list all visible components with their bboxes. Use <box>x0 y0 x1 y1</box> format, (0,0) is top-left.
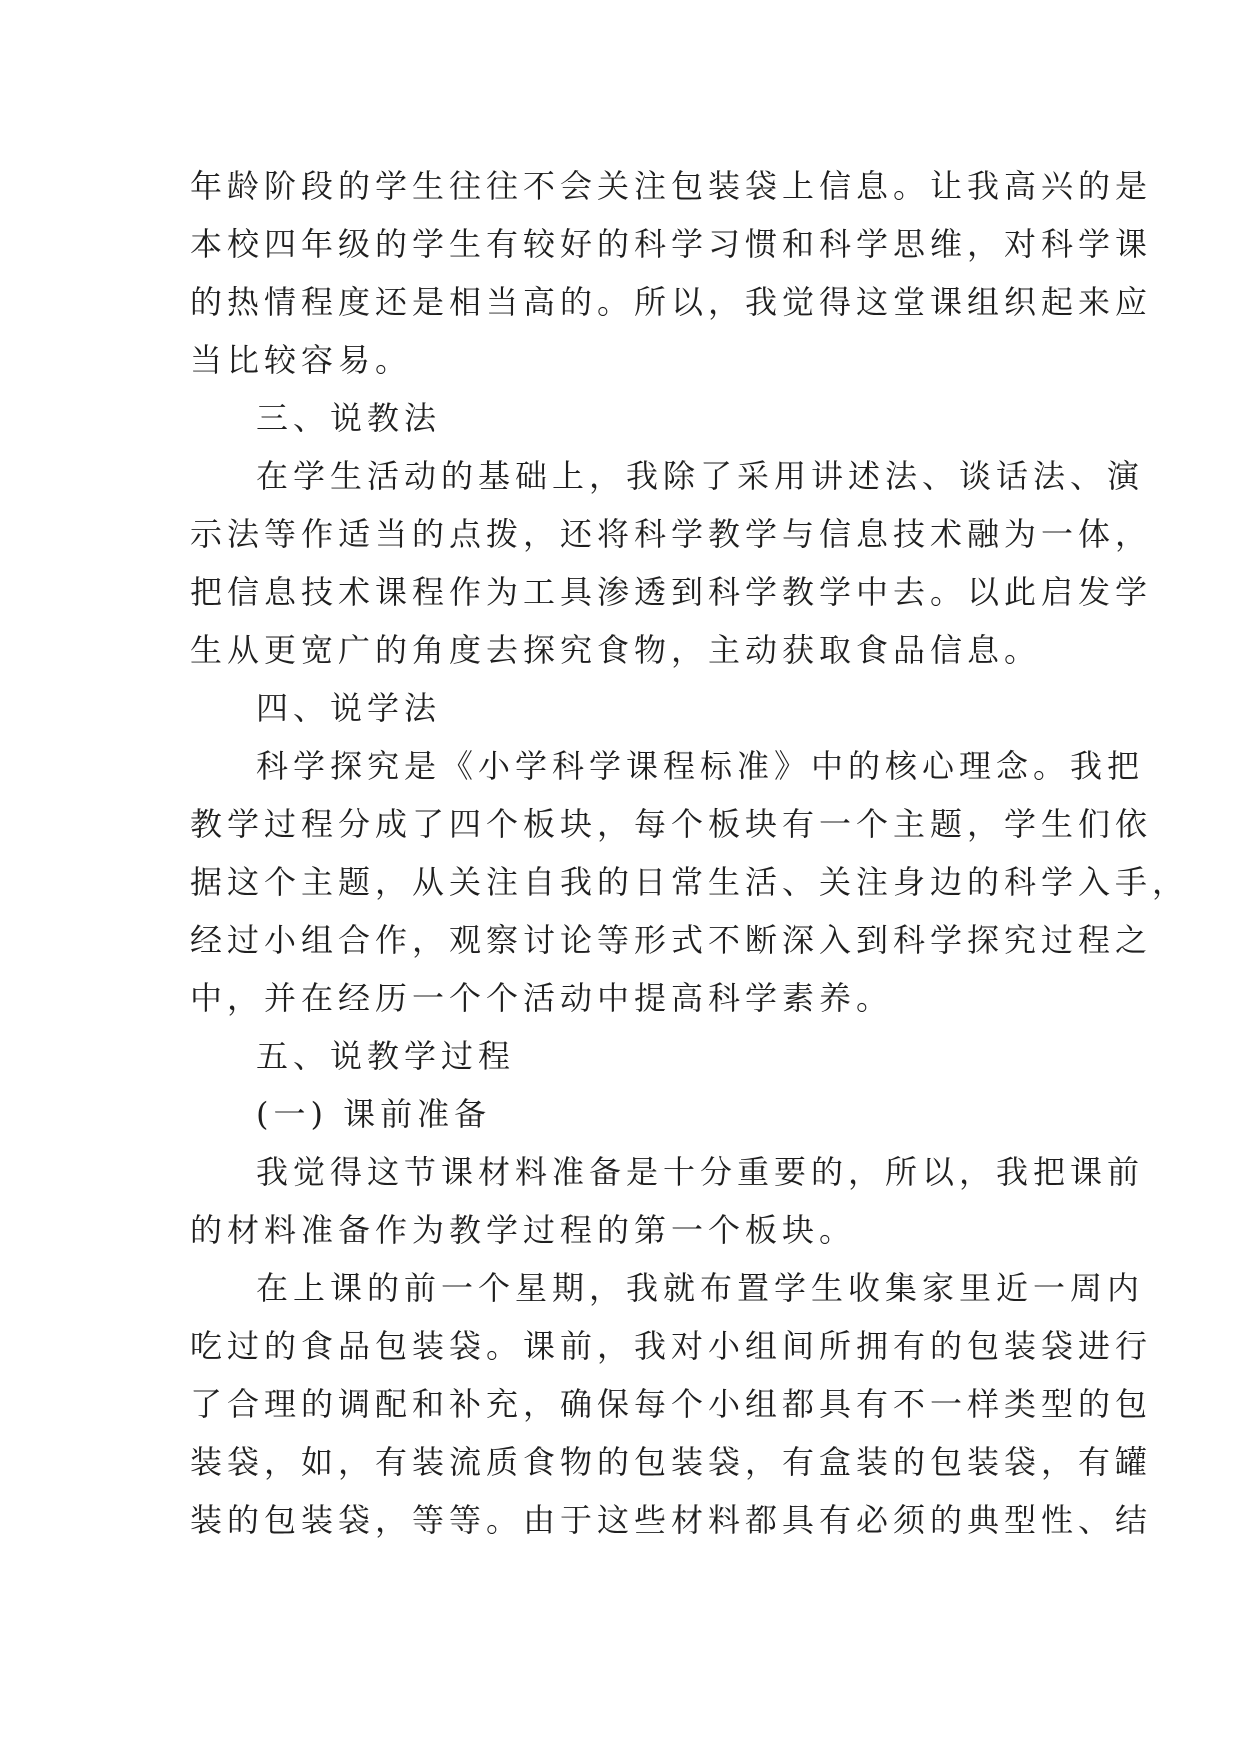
paragraph-line: 装的包装袋，等等。由于这些材料都具有必须的典型性、结 <box>190 1501 1153 1539</box>
paragraph-line: 本校四年级的学生有较好的科学习惯和科学思维，对科学课 <box>190 225 1153 263</box>
paragraph-line: 示法等作适当的点拨，还将科学教学与信息技术融为一体， <box>190 515 1153 553</box>
body-text <box>190 157 1190 1549</box>
paragraph-line: 把信息技术课程作为工具渗透到科学教学中去。以此启发学 <box>190 573 1153 611</box>
paragraph-line: 在学生活动的基础上，我除了采用讲述法、谈话法、演 <box>256 457 1145 495</box>
subsection-heading: (一) 课前准备 <box>256 1095 492 1133</box>
paragraph-line: 的热情程度还是相当高的。所以，我觉得这堂课组织起来应 <box>190 283 1153 321</box>
paragraph-line: 装袋，如，有装流质食物的包装袋，有盒装的包装袋，有罐 <box>190 1443 1153 1481</box>
paragraph-line: 科学探究是《小学科学课程标准》中的核心理念。我把 <box>256 747 1145 785</box>
paragraph-line: 经过小组合作，观察讨论等形式不断深入到科学探究过程之 <box>190 921 1153 959</box>
paragraph-line: 在上课的前一个星期，我就布置学生收集家里近一周内 <box>256 1269 1145 1307</box>
section-heading: 四、说学法 <box>256 689 442 727</box>
paragraph-line: 据这个主题，从关注自我的日常生活、关注身边的科学入手， <box>190 863 1190 901</box>
paragraph-line: 生从更宽广的角度去探究食物，主动获取食品信息。 <box>190 631 1042 669</box>
paragraph-line: 了合理的调配和补充，确保每个小组都具有不一样类型的包 <box>190 1385 1153 1423</box>
paragraph-line: 中，并在经历一个个活动中提高科学素养。 <box>190 979 894 1017</box>
paragraph-line: 教学过程分成了四个板块，每个板块有一个主题，学生们依 <box>190 805 1153 843</box>
paragraph-line: 吃过的食品包装袋。课前，我对小组间所拥有的包装袋进行 <box>190 1327 1153 1365</box>
section-heading: 三、说教法 <box>256 399 442 437</box>
paragraph-line: 的材料准备作为教学过程的第一个板块。 <box>190 1211 857 1249</box>
section-heading: 五、说教学过程 <box>256 1037 516 1075</box>
paragraph-line: 当比较容易。 <box>190 341 413 379</box>
paragraph-line: 年龄阶段的学生往往不会关注包装袋上信息。让我高兴的是 <box>190 167 1153 205</box>
paragraph-line: 我觉得这节课材料准备是十分重要的，所以，我把课前 <box>256 1153 1145 1191</box>
